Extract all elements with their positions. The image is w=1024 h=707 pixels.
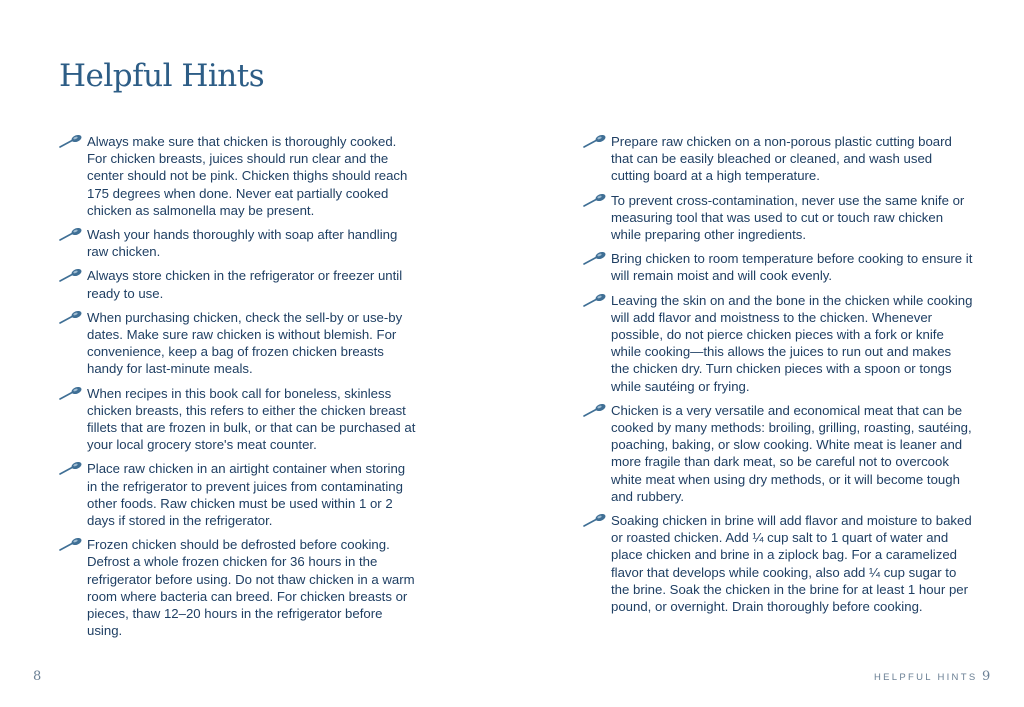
hint-text: Leaving the skin on and the bone in the chicken while cooking will add flavor and moistness to the chicken. Whenever possible, do not pierce chicken pieces with a fork or knife while cooking—this allows the juices to run out and makes the chicken dry. Turn chicken pieces with a spoon or tongs while sautéing or frying. (611, 292, 973, 394)
running-head: HELPFUL HINTS (874, 672, 978, 683)
hint-text: Always make sure that chicken is thoroughly cooked. For chicken breasts, juices should run clear and the center should not be pink. Chicken thighs should reach 175 degrees when done. Never eat partially cooked chicken as salmonella may be present. (87, 134, 408, 218)
hint-item (583, 250, 973, 284)
spoon-icon (583, 193, 607, 207)
hint-text: Prepare raw chicken on a non-porous plastic cutting board that can be easily bleached or cleaned, and wash used cutting board at a high temperature. (611, 134, 952, 184)
hint-item (59, 226, 419, 260)
spoon-icon (59, 386, 83, 400)
spoon-icon (583, 513, 607, 527)
hint-item (583, 192, 973, 244)
spoon-icon (583, 134, 607, 148)
hint-item (59, 385, 419, 454)
spoon-icon (59, 268, 83, 282)
hint-text: Frozen chicken should be defrosted before cooking. Defrost a whole frozen chicken for 36 hours in the refrigerator before using. Do not thaw chicken in a warm room where bacteria can breed. For chicken breasts or pieces, thaw 12–20 hours in the refrigerator before using. (87, 537, 415, 639)
right-page-number: 9 (982, 669, 991, 684)
hint-text: When recipes in this book call for boneless, skinless chicken breasts, this refers to either the chicken breast fillets that are frozen in bulk, or that can be purchased at your local grocery store's meat counter. (87, 385, 416, 453)
hint-item (583, 292, 973, 395)
hint-item (59, 267, 419, 301)
hint-item (583, 133, 973, 185)
hint-text: When purchasing chicken, check the sell-by or use-by dates. Make sure raw chicken is without blemish. For convenience, keep a bag of frozen chicken breasts handy for last-minute meals. (87, 309, 403, 377)
hint-text: Place raw chicken in an airtight container when storing in the refrigerator to prevent juices from contaminating other foods. Raw chicken must be used within 1 or 2 days if stored in the refrigerator. (87, 461, 406, 529)
hint-item (59, 309, 419, 378)
page-title: Helpful Hints (59, 58, 265, 94)
hint-item (59, 536, 419, 639)
hint-item (59, 460, 419, 529)
hint-item (59, 133, 419, 219)
hint-text: Bring chicken to room temperature before cooking to ensure it will remain moist and will cook evenly. (611, 251, 973, 284)
hint-text: Chicken is a very versatile and economical meat that can be cooked by many methods: broiling, grilling, roasting, sautéing, poaching, baking, or slow cooking. White meat is leaner and more fragile than dark meat, so be careful not to overcook white meat when using dry methods, or it will become tough and rubbery. (611, 402, 972, 504)
spoon-icon (59, 134, 83, 148)
spoon-icon (59, 461, 83, 475)
hint-text: To prevent cross-contamination, never use the same knife or measuring tool that was used to cut or touch raw chicken while preparing other ingredients. (611, 192, 965, 243)
spoon-icon (583, 403, 607, 417)
hint-item (583, 402, 973, 505)
spoon-icon (583, 293, 607, 307)
hint-text: Wash your hands thoroughly with soap after handling raw chicken. (87, 227, 398, 260)
spoon-icon (59, 310, 83, 324)
spoon-icon (59, 227, 83, 241)
left-page-number: 8 (33, 669, 42, 684)
hint-text: Always store chicken in the refrigerator or freezer until ready to use. (87, 268, 403, 301)
hint-item (583, 512, 973, 615)
hint-text: Soaking chicken in brine will add flavor and moisture to baked or roasted chicken. Add ¼ cup salt to 1 quart of water and place chicken and brine in a ziplock bag. For a caramelized flavor that develops while cooking, also add ¼ cup sugar to the brine. Soak the chicken in the brine for at least 1 hour per pound, or overnight. Drain thoroughly before cooking. (611, 513, 972, 615)
spoon-icon (583, 251, 607, 265)
spoon-icon (59, 537, 83, 551)
right-hints-column (583, 133, 973, 622)
left-hints-column (59, 133, 419, 646)
